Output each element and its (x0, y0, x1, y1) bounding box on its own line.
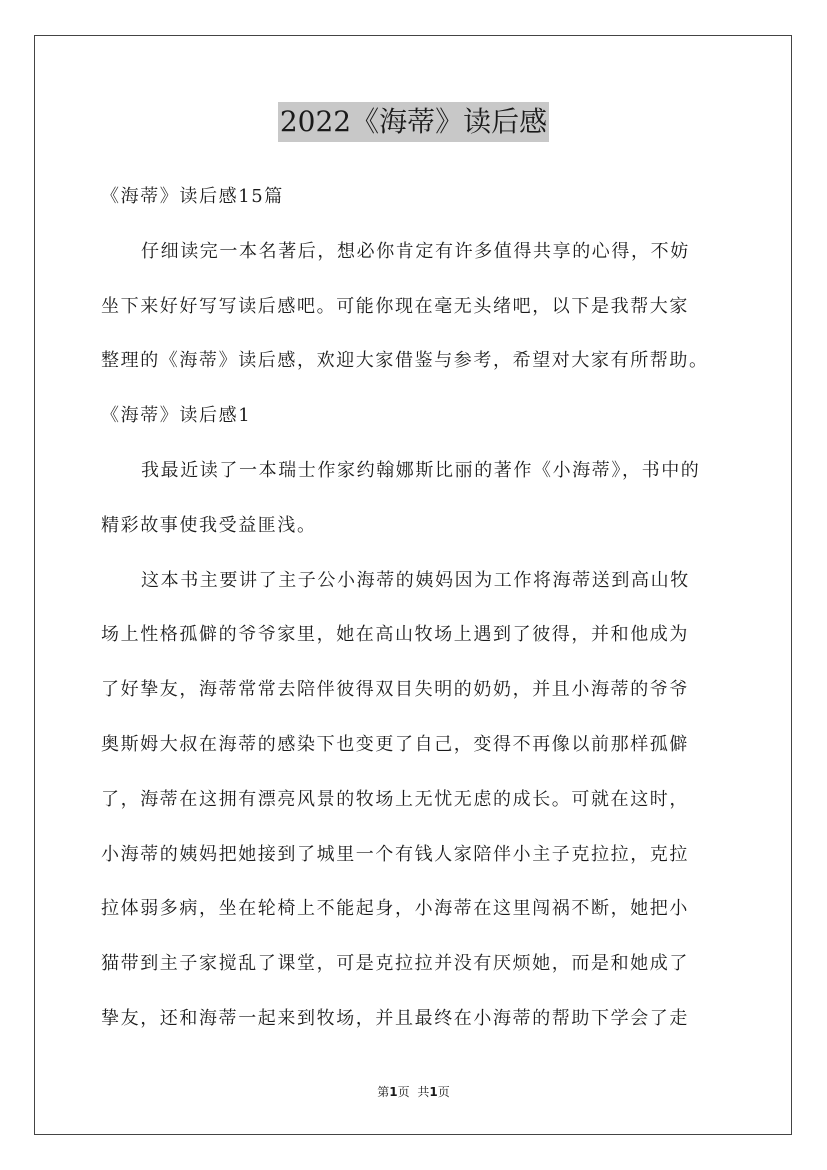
text-line: 我最近读了一本瑞士作家约翰娜斯比丽的著作《小海蒂》，书中的 (141, 459, 701, 481)
text-line: 精彩故事使我受益匪浅。 (101, 514, 317, 536)
text-line: 奥斯姆大叔在海蒂的感染下也变更了自己，变得不再像以前那样孤僻 (101, 733, 689, 755)
text-line: 了，海蒂在这拥有漂亮风景的牧场上无忧无虑的成长。可就在这时， (101, 788, 689, 810)
text-line: 这本书主要讲了主子公小海蒂的姨妈因为工作将海蒂送到高山牧 (141, 569, 690, 591)
text-line: 挚友，还和海蒂一起来到牧场，并且最终在小海蒂的帮助下学会了走 (101, 1007, 689, 1029)
page-total: 1 (429, 1085, 438, 1099)
text-line: 整理的《海蒂》读后感，欢迎大家借鉴与参考，希望对大家有所帮助。 (101, 350, 709, 372)
text-line: 场上性格孤僻的爷爷家里，她在高山牧场上遇到了彼得，并和他成为 (101, 624, 689, 646)
text-line: 猫带到主子家搅乱了课堂，可是克拉拉并没有厌烦她，而是和她成了 (101, 953, 689, 975)
text-line: 《海蒂》读后感1 (101, 405, 252, 427)
page-label-suffix: 页 (397, 1085, 410, 1099)
text-line: 小海蒂的姨妈把她接到了城里一个有钱人家陪伴小主子克拉拉，克拉 (101, 843, 689, 865)
document-title: 2022《海蒂》读后感 (278, 102, 549, 142)
text-line: 《海蒂》读后感15篇 (101, 186, 284, 207)
text-line: 拉体弱多病，坐在轮椅上不能起身，小海蒂在这里闯祸不断，她把小 (101, 898, 689, 920)
document-body (101, 170, 741, 1047)
total-label-suffix: 页 (437, 1085, 450, 1099)
page-label-prefix: 第 (377, 1085, 390, 1099)
title-container (0, 102, 827, 142)
total-label-prefix: 共 (417, 1085, 430, 1099)
text-line: 了好挚友，海蒂常常去陪伴彼得双目失明的奶奶，并且小海蒂的爷爷 (101, 679, 689, 701)
text-line: 仔细读完一本名著后，想必你肯定有许多值得共享的心得，不妨 (141, 240, 690, 262)
text-line: 坐下来好好写写读后感吧。可能你现在毫无头绪吧，以下是我帮大家 (101, 295, 689, 317)
page-current: 1 (389, 1085, 398, 1099)
page-footer (0, 1083, 827, 1101)
